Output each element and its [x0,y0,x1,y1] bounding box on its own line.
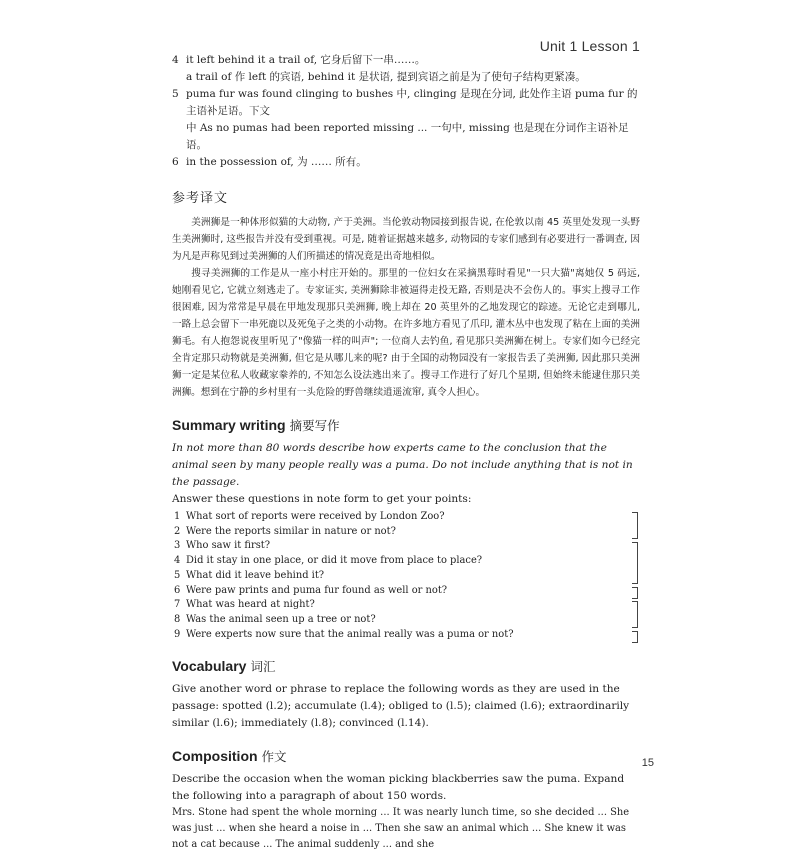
translation-paragraph: 美洲狮是一种体形似猫的大动物, 产于美洲。当伦敦动物园接到报告说, 在伦敦以南 45 英里处发现一头野生美洲狮时, 这些报告并没有受到重视。可是, 随着证据越来越多, 动物园的专家们感到有必要进行一番调查, 因为凡是声称见到过美洲狮的人们所描述的情况竟是出奇地相似。 [172,217,640,262]
question-text: What was heard at night? [186,599,315,611]
translation-body [172,214,640,401]
summary-heading [172,415,640,434]
question-number: 2 [174,525,181,537]
question-item [172,569,640,584]
note-number: 6 [172,156,179,168]
unit-lesson-header: Unit 1 Lesson 1 [539,38,640,54]
grouping-bracket [632,631,638,643]
question-item [172,584,640,599]
question-text: Who saw it first? [186,540,271,552]
question-text: Were the reports similar in nature or not? [186,525,396,537]
page-number: 15 [641,757,654,769]
note-item [172,154,640,171]
translation-paragraph: 搜寻美洲狮的工作是从一座小村庄开始的。那里的一位妇女在采摘黑莓时看见"一只大猫"离她仅 5 码远, 她刚看见它, 它就立刻逃走了。专家证实, 美洲狮除非被逼得走投无路, 否则是决不会伤人的。事实上搜寻工作很困难, 因为常常是早晨在甲地发现那只美洲狮, 晚上却在 20 英里外的乙地发现它的踪迹。无论它走到哪儿, 一路上总会留下一串死鹿以及死兔子之类的小动物。在许多地方看见了爪印, 灌木丛中也发现了粘在上面的美洲狮毛。有人抱怨说夜里听见了"像猫一样的叫声"; 一位商人去钓鱼, 看见那只美洲狮在树上。专家们如今已经完全肯定那只动物就是美洲狮, 但它是从哪儿来的呢? 由于全国的动物园没有一家报告丢了美洲狮, 因此那只美洲狮一定是某位私人收藏家豢养的, 不知怎么设法逃出来了。搜寻工作进行了好几个星期, 但始终未能逮住那只美洲狮。想到在宁静的乡村里有一头危险的野兽继续逍遥流窜, 真令人担心。 [172,268,640,398]
question-text: Were experts now sure that the animal really was a puma or not? [186,628,514,640]
vocabulary-heading [172,656,640,675]
question-number: 3 [174,540,181,552]
question-item [172,510,640,525]
note-line: 中 As no pumas had been reported missing ... 一句中, missing 也是现在分词作主语补足语。 [186,122,629,151]
vocabulary-text: Give another word or phrase to replace the following words as they are used in the passage: spotted (l.2); accumulate (l.4); obliged to (l.5); claimed (l.6); extraordinarily similar (l.6); immediately (l.8); convinced (l.14). [172,683,630,730]
composition-title: Composition [172,748,258,765]
composition-heading [172,746,640,765]
question-text: Was the animal seen up a tree or not? [186,613,376,625]
question-number: 8 [174,613,181,625]
question-item [172,598,640,613]
grouping-bracket [632,587,638,599]
question-item [172,613,640,628]
translation-title: 参考译文 [172,191,229,206]
page-content [172,52,640,853]
summary-instruction: In not more than 80 words describe how experts came to the conclusion that the animal seen by many people really was a puma. Do not include anything that is not in the passage. [172,442,633,488]
question-number: 7 [174,599,181,611]
question-number: 5 [174,569,181,581]
question-text: What sort of reports were received by London Zoo? [186,511,445,522]
composition-prompt: Mrs. Stone had spent the whole morning ... It was nearly lunch time, so she decided ... She was just ... when she heard a noise in ... Then she saw an animal which ... She knew it was not a cat because ... The animal suddenly ... and she [172,807,630,851]
note-item [172,86,640,154]
question-item [172,554,640,569]
composition-text: Describe the occasion when the woman picking blackberries saw the puma. Expand the following into a paragraph of about 150 words. [172,773,625,803]
question-text: Were paw prints and puma fur found as well or not? [186,584,448,596]
composition-title-cn: 作文 [261,749,287,765]
summary-title-cn: 摘要写作 [289,418,340,433]
question-text: What did it leave behind it? [186,569,325,581]
question-item [172,525,640,540]
question-number: 4 [174,555,181,567]
grouping-bracket [632,601,638,628]
note-line: puma fur was found clinging to bushes 中, clinging 是现在分词, 此处作主语 puma fur 的主语补足语。下文 [186,88,638,117]
grouping-bracket [632,542,638,584]
question-number: 6 [174,584,181,596]
note-number: 4 [172,54,179,66]
question-number: 9 [174,628,181,640]
vocabulary-title-cn: 词汇 [250,659,276,675]
note-line: in the possession of, 为 …… 所有。 [186,156,367,168]
note-number: 5 [172,88,179,100]
question-list [172,510,640,642]
note-line: it left behind it a trail of, 它身后留下一串……。 [186,54,426,66]
notes-list [172,52,640,171]
vocabulary-title: Vocabulary [172,658,247,675]
summary-intro: Answer these questions in note form to get your points: [172,493,472,505]
question-item [172,628,640,643]
note-item [172,52,640,86]
question-text: Did it stay in one place, or did it move from place to place? [186,555,483,567]
question-number: 1 [174,511,181,522]
summary-title: Summary writing [172,417,286,433]
question-item [172,539,640,554]
grouping-bracket [632,512,638,539]
note-line: a trail of 作 left 的宾语, behind it 是状语, 提到宾语之前是为了使句子结构更紧凑。 [186,71,586,83]
